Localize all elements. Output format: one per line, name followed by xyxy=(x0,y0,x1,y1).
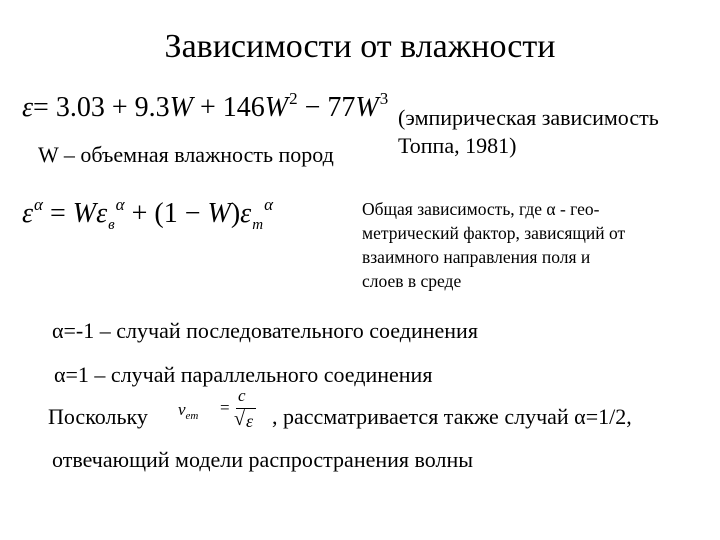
note-line: Топпа, 1981) xyxy=(398,133,517,158)
formula-part: = xyxy=(220,398,230,417)
epsilon-symbol: ε xyxy=(240,198,252,229)
note-line: взаимного направления поля и xyxy=(362,247,591,267)
note-line: Общая зависимость, где α - гео- xyxy=(362,199,600,219)
formula-part: = xyxy=(42,198,73,229)
empirical-formula xyxy=(22,89,389,124)
empirical-note xyxy=(398,104,659,160)
velocity-symbol xyxy=(178,400,198,420)
since-label: Поскольку xyxy=(48,404,148,429)
epsilon-symbol: ε xyxy=(22,198,34,229)
formula-subscript: em xyxy=(185,410,199,422)
formula-subscript: в xyxy=(108,217,115,233)
note-line: слоев в среде xyxy=(362,271,462,291)
epsilon-symbol: ε xyxy=(96,198,108,229)
page-title: Зависимости от влажности xyxy=(164,28,556,65)
formula-variable: W xyxy=(264,92,289,123)
alpha-exponent: α xyxy=(264,195,273,214)
formula-variable: v xyxy=(178,400,186,419)
formula-variable: c xyxy=(238,386,246,405)
note-line: (эмпирическая зависимость xyxy=(398,105,659,130)
formula-part: + (1 − xyxy=(124,198,208,229)
formula-variable: W xyxy=(72,198,97,229)
note-line: метрический фактор, зависящий от xyxy=(362,223,626,243)
alpha-exponent: α xyxy=(34,195,43,214)
formula-variable: W xyxy=(207,198,231,229)
formula-part: ) xyxy=(230,198,241,229)
alpha-exponent: α xyxy=(115,195,125,214)
case-parallel: α=1 – случай параллельного соединения xyxy=(54,362,433,387)
formula-exponent: 2 xyxy=(289,89,298,108)
epsilon-symbol: ε xyxy=(246,411,254,431)
formula-variable: W xyxy=(169,92,193,123)
sqrt-symbol: √ xyxy=(234,408,245,430)
velocity-formula xyxy=(178,386,270,434)
wave-model: отвечающий модели распространения волны xyxy=(52,447,473,472)
epsilon-symbol: ε xyxy=(22,92,34,123)
formula-exponent: 3 xyxy=(379,89,389,108)
general-formula xyxy=(22,195,273,233)
since-rest: , рассматривается также случай α=1/2, xyxy=(272,404,632,429)
w-description: W – объемная влажность пород xyxy=(38,142,334,167)
general-note xyxy=(362,197,625,293)
formula-part: = 3.03 + 9.3 xyxy=(33,92,170,123)
case-series: α=-1 – случай последовательного соединения xyxy=(52,318,478,343)
formula-variable: W xyxy=(355,92,379,123)
formula-part: + 146 xyxy=(192,92,265,123)
formula-subscript: m xyxy=(252,217,264,233)
formula-part: − 77 xyxy=(297,92,356,123)
